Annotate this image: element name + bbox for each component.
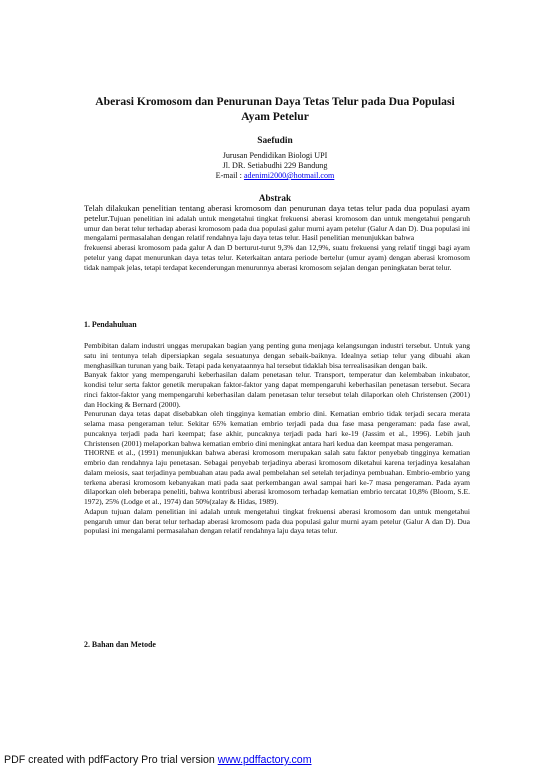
- paragraph-1: Pembibitan dalam industri unggas merupakan bagian yang penting guna menjaga kelangsungan industri tersebut. Untuk yang satu ini tentunya telah dipersiapkan segala sesuatunya dengan sebaik-baiknya. Idealnya setiap telur yang dibuahi akan menghasilkan turunan yang baik. Tetapi pada kenyataannya hal tersebut tidaklah bisa terrealisasikan dengan baik.: [84, 341, 470, 370]
- email-link[interactable]: adenimi2000@hotmail.com: [243, 171, 335, 180]
- address: Jl. DR. Setiabudhi 229 Bandung: [222, 161, 328, 170]
- section-heading-methods: 2. Bahan dan Metode: [84, 640, 156, 649]
- abstract-heading: Abstrak: [258, 193, 292, 203]
- paragraph-3: Penurunan daya tetas dapat disebabkan oleh tingginya kematian embrio dini. Kematian embrio tidak terjadi secara merata selama masa pengeraman telur. Sekitar 65% kematian embrio terjadi pada dua fase masa pengeraman: pada fase awal, puncaknya terjadi pada hari keempat; fase akhir, puncaknya terjadi pada hari ke-19 (Jassim et al., 1996). Lebih jauh Christensen (2001) melaporkan bahwa kematian embrio dini meningkat antara hari kedua dan keempat masa pengeraman.: [84, 409, 470, 448]
- paragraph-5: Adapun tujuan dalam penelitian ini adalah untuk mengetahui tingkat frekuensi aberasi kromosom dan untuk mengetahui pengaruh umur dan berat telur terhadap aberasi kromosom pada dua populasi galur murni ayam petelur (Galur A dan D). Dua populasi ini mengalami permasalahan dengan relatif rendahnya laju daya tetas telur.: [84, 506, 470, 536]
- footer-text: PDF created with pdfFactory Pro trial version: [4, 754, 218, 766]
- paragraph-4: THORNE et al., (1991) menunjukkan bahwa aberasi kromosom merupakan salah satu faktor penyebab tingginya kematian embrio dan rendahnya laju penetasan. Sebagai penyebab terjadinya aberasi kromosom diketahui karena terjadinya kesalahan dalam meiosis, saat terjadinya pembuahan atau pada awal pembelahan sel setelah terjadinya pembuahan. Embrio-embrio yang terkena aberasi kromosom kebanyakan mati pada saat perkembangan awal sampai hari ke-7 masa pengeraman. Pada ayam dilaporkan oleh beberapa peneliti, bahwa kontribusi aberasi kromosom terhadap kematian embrio tercatat 10,8% (Bloom, S.E. 1972), 25% (Lodge et al., 1974) dan 50%(zalay & Hidas, 1989).: [84, 448, 470, 506]
- affiliation: Jurusan Pendidikan Biologi UPI: [222, 151, 328, 160]
- footer-link[interactable]: www.pdffactory.com: [217, 754, 312, 766]
- email-label: E-mail :: [215, 171, 244, 180]
- paragraph-2: Banyak faktor yang mempengaruhi keberhasilan dalam penetasan telur. Transport, temperatur dan kelembaban inkubator, kondisi telur serta faktor genetik merupakan faktor-faktor yang dapat mempengaruhi keberhasilan penetasan tersebut. Secara rinci faktor-faktor yang mempengaruhi keberhasilan dalam penetasan telur tersebut telah dilaporkan oleh Christensen (2001) dan Hocking & Bernard (2000).: [84, 370, 470, 409]
- paper-title: [60, 94, 490, 124]
- author-name: Saefudin: [257, 136, 293, 146]
- title-line-2: Ayam Petelur: [241, 110, 309, 123]
- email-line: [0, 171, 550, 181]
- abstract-lead: Telah dilakukan penelitian tentang aberasi kromosom dan penurunan daya tetas telur pada dua populasi ayam petelur.: [84, 203, 470, 223]
- title-line-1: Aberasi Kromosom dan Penurunan Daya Tetas Telur pada Dua Populasi: [95, 95, 455, 108]
- abstract-paragraph-1: [84, 204, 470, 243]
- abstract-body: [84, 204, 470, 272]
- pdf-footer: [4, 754, 312, 766]
- abstract-paragraph-2: frekuensi aberasi kromosom pada galur A dan D berturut-turut 9,3% dan 12,9%, suatu frekuensi yang relatif tinggi bagi ayam petelur yang dapat menurunkan daya tetas telur. Keterkaitan antara periode bertelur (umur ayam) dengan aberasi kromosom tidak nampak jelas, tetapi terdapat kecenderungan menurunnya aberasi kromosom sejalan dengan peningkatan berat telur.: [84, 243, 470, 272]
- section-heading-introduction: 1. Pendahuluan: [84, 320, 137, 329]
- introduction-body: [84, 341, 470, 536]
- abstract-continuation: Tujuan penelitian ini adalah untuk mengetahui tingkat frekuensi aberasi kromosom dan untuk mengetahui pengaruh umur dan berat telur terhadap aberasi kromosom pada dua populasi galur murni ayam petelur (Galur A dan D). Dua populasi ini mengalami permasalahan dengan relatif rendahnya laju daya tetas telur. Hasil penelitian menunjukkan bahwa: [84, 213, 470, 243]
